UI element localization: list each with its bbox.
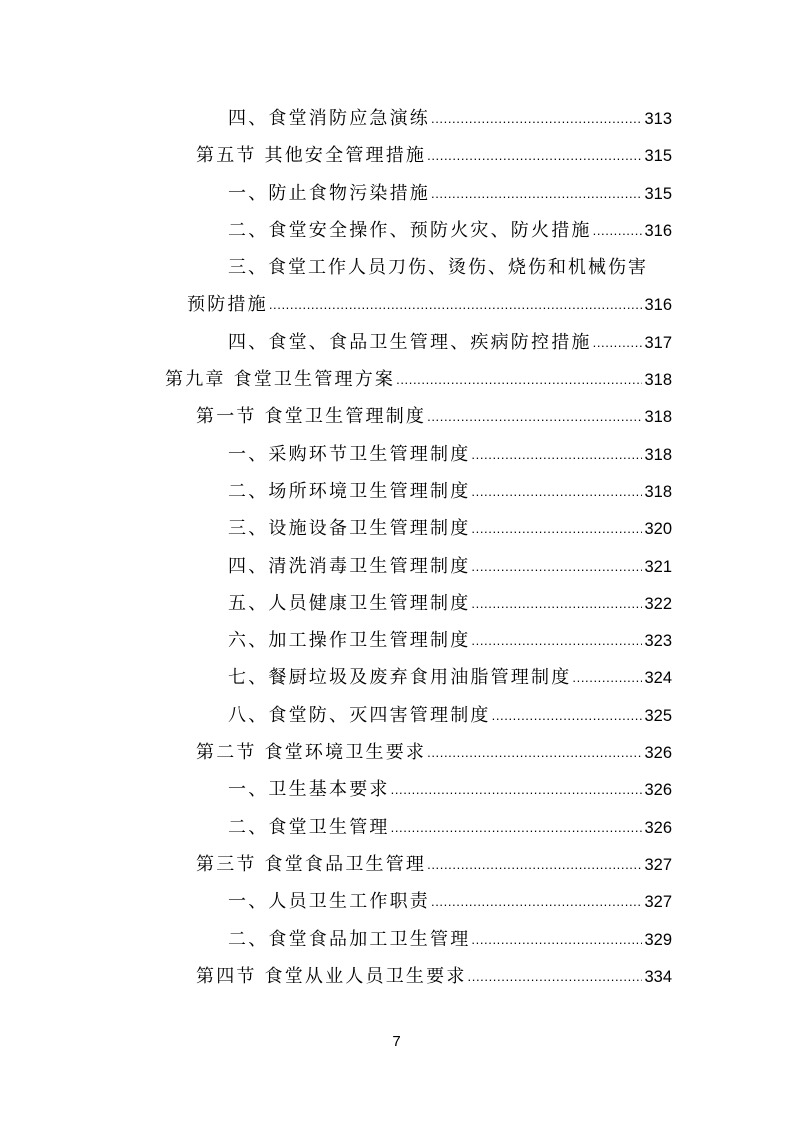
toc-leader-dots (492, 709, 643, 722)
toc-leader-dots (427, 746, 642, 759)
toc-entry[interactable] (0, 436, 793, 473)
toc-leader-dots (572, 671, 642, 684)
toc-entry[interactable] (0, 846, 793, 883)
toc-entry[interactable] (0, 883, 793, 920)
toc-entry-title: 四、清洗消毒卫生管理制度 (228, 555, 471, 577)
toc-leader-dots (391, 821, 643, 834)
toc-leader-dots (468, 970, 643, 983)
toc-entry[interactable] (0, 286, 793, 323)
toc-entry-title: 二、食堂安全操作、预防火灾、防火措施 (228, 219, 592, 241)
toc-entry[interactable] (0, 734, 793, 771)
toc-entry-title: 一、采购环节卫生管理制度 (228, 443, 471, 465)
toc-entry-page: 326 (644, 781, 672, 800)
toc-leader-dots (431, 187, 642, 200)
toc-entry[interactable] (0, 622, 793, 659)
toc-entry-title: 预防措施 (187, 294, 268, 316)
toc-leader-dots (269, 298, 643, 311)
toc-entry-title: 第二节 食堂环境卫生要求 (196, 742, 427, 764)
toc-entry-page: 317 (644, 333, 672, 352)
toc-entry[interactable] (0, 137, 793, 174)
toc-entry-page: 324 (644, 669, 672, 688)
page-number: 7 (392, 1033, 401, 1050)
toc-entry-page: 326 (644, 744, 672, 763)
toc-entry[interactable] (0, 585, 793, 622)
toc-entry-title: 第三节 食堂食品卫生管理 (196, 853, 427, 875)
toc-entry-title: 二、食堂食品加工卫生管理 (228, 928, 471, 950)
toc-entry-title: 四、食堂、食品卫生管理、疾病防控措施 (228, 331, 592, 353)
toc-entry-title: 七、餐厨垃圾及废弃食用油脂管理制度 (228, 667, 572, 689)
toc-leader-dots (427, 410, 642, 423)
toc-entry-title: 第四节 食堂从业人员卫生要求 (196, 965, 467, 987)
toc-entry-title: 三、设施设备卫生管理制度 (228, 518, 471, 540)
toc-entry-title: 一、人员卫生工作职责 (228, 891, 430, 913)
toc-entry[interactable] (0, 809, 793, 846)
toc-leader-dots (471, 560, 642, 573)
toc-entry-page: 321 (644, 557, 672, 576)
toc-entry[interactable] (0, 697, 793, 734)
toc-entry-page: 318 (644, 482, 672, 501)
toc-entry[interactable] (0, 921, 793, 958)
toc-leader-dots (431, 895, 642, 908)
toc-entry-page: 316 (644, 296, 672, 315)
toc-entry[interactable] (0, 324, 793, 361)
toc-entry-title: 一、防止食物污染措施 (228, 182, 430, 204)
toc-entry[interactable] (0, 100, 793, 137)
toc-entry-title: 五、人员健康卫生管理制度 (228, 592, 471, 614)
table-of-contents (0, 100, 793, 995)
toc-entry-page: 326 (644, 818, 672, 837)
toc-entry-title: 六、加工操作卫生管理制度 (228, 630, 471, 652)
toc-entry-title: 二、食堂卫生管理 (228, 816, 390, 838)
toc-leader-dots (427, 858, 642, 871)
toc-entry-page: 325 (644, 706, 672, 725)
toc-leader-dots (396, 373, 642, 386)
toc-entry-page: 316 (644, 221, 672, 240)
toc-leader-dots (471, 522, 642, 535)
toc-leader-dots (593, 336, 643, 349)
toc-entry-page: 327 (644, 893, 672, 912)
toc-entry[interactable] (0, 175, 793, 212)
toc-entry-page: 318 (644, 408, 672, 427)
toc-leader-dots (471, 448, 642, 461)
toc-entry-page: 313 (644, 110, 672, 128)
toc-entry-page: 315 (644, 184, 672, 203)
toc-entry-title: 二、场所环境卫生管理制度 (228, 480, 471, 502)
toc-entry-page: 327 (644, 855, 672, 874)
toc-entry-wrapped-line[interactable] (0, 249, 793, 286)
toc-entry[interactable] (0, 548, 793, 585)
toc-leader-dots (391, 783, 643, 796)
toc-entry-page: 323 (644, 632, 672, 651)
toc-entry-title: 一、卫生基本要求 (228, 779, 390, 801)
toc-leader-dots (431, 112, 642, 125)
toc-entry[interactable] (0, 361, 793, 398)
toc-entry-title: 四、食堂消防应急演练 (228, 108, 430, 129)
toc-leader-dots (471, 485, 642, 498)
toc-entry-page: 318 (644, 445, 672, 464)
toc-entry-page: 315 (644, 147, 672, 166)
toc-entry[interactable] (0, 473, 793, 510)
toc-entry[interactable] (0, 659, 793, 696)
toc-leader-dots (593, 224, 643, 237)
toc-entry[interactable] (0, 958, 793, 995)
toc-leader-dots (471, 634, 642, 647)
toc-entry-title: 八、食堂防、灭四害管理制度 (228, 704, 491, 726)
toc-leader-dots (427, 149, 642, 162)
toc-entry[interactable] (0, 398, 793, 435)
toc-entry-title: 第一节 食堂卫生管理制度 (196, 406, 427, 428)
toc-leader-dots (471, 597, 642, 610)
toc-entry[interactable] (0, 771, 793, 808)
toc-entry-title-line1: 三、食堂工作人员刀伤、烫伤、烧伤和机械伤害 (228, 257, 648, 279)
toc-entry-title: 第九章 食堂卫生管理方案 (165, 369, 396, 391)
toc-entry-title: 第五节 其他安全管理措施 (196, 145, 427, 167)
toc-entry-page: 334 (644, 967, 672, 986)
toc-entry-page: 329 (644, 930, 672, 949)
toc-entry-page: 322 (644, 594, 672, 613)
toc-entry[interactable] (0, 212, 793, 249)
toc-leader-dots (471, 933, 642, 946)
toc-entry[interactable] (0, 510, 793, 547)
toc-entry-page: 320 (644, 520, 672, 539)
toc-entry-page: 318 (644, 371, 672, 390)
